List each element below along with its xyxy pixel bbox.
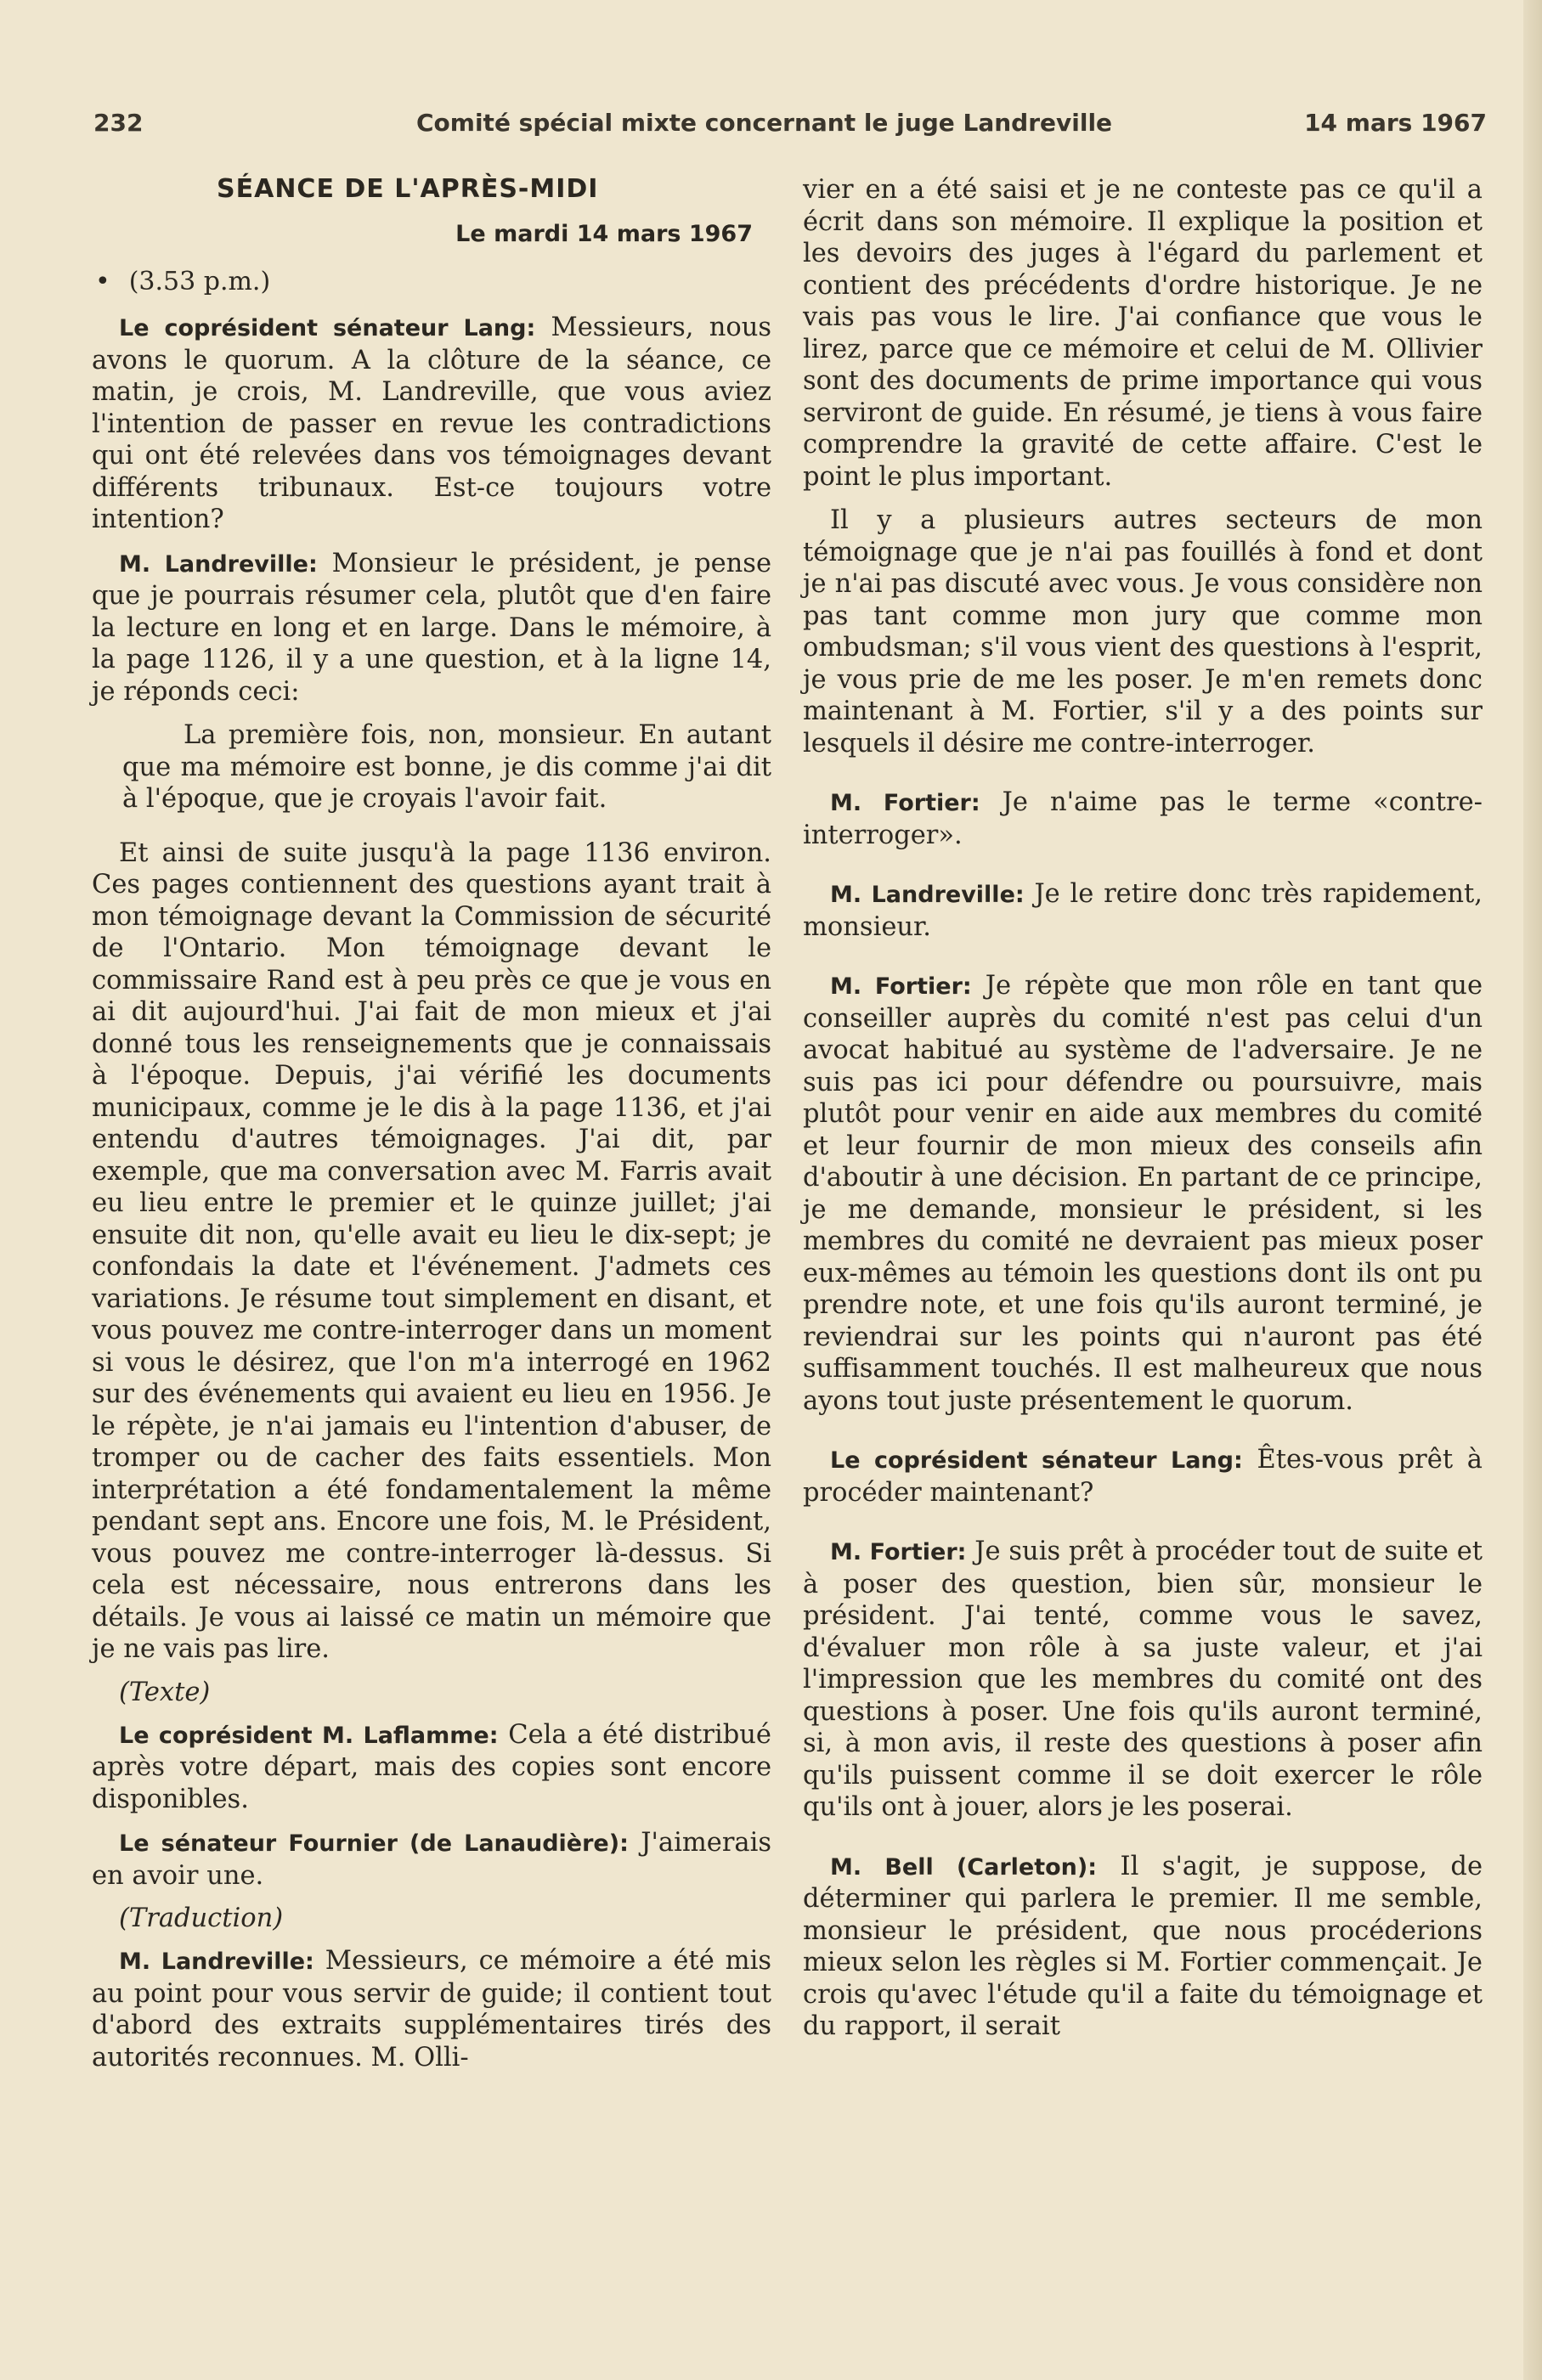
- paragraph: [803, 1536, 1483, 1824]
- section-label-traduction: (Traduction): [119, 1903, 284, 1933]
- paragraph-text: Monsieur le président, je pense que je pourrais résumer cela, plutôt que d'en faire la lecture en long et en large. Dans le mémoire, à la page 1126, il y a une question, et à la ligne 14, je réponds ceci:: [92, 548, 771, 707]
- paragraph: [803, 1444, 1483, 1509]
- speaker-name: Le coprésident sénateur Lang:: [830, 1447, 1243, 1474]
- paragraph-text: Messieurs, ce mémoire a été mis au point pour vous servir de guide; il contient tout d'abord des extraits supplémentaires tirés des autorités reconnues. M. Olli-: [92, 1946, 771, 2073]
- running-title: Comité spécial mixte concernant le juge Landreville: [416, 109, 1113, 137]
- page-edge: [1523, 0, 1542, 2380]
- session-date: Le mardi 14 mars 1967: [455, 221, 753, 247]
- session-title: SÉANCE DE L'APRÈS-MIDI: [217, 174, 599, 204]
- time-text: (3.53 p.m.): [128, 267, 271, 296]
- paragraph: [803, 970, 1483, 1417]
- paragraph-text: Cela a été distribué après votre départ, mais des copies sont encore disponibles.: [92, 1719, 771, 1814]
- block-quote: La première fois, non, monsieur. En autant que ma mémoire est bonne, je dis comme j'ai dit à l'époque, que je croyais l'avoir fait.: [122, 720, 771, 814]
- speaker-name: Le coprésident M. Laflamme:: [119, 1722, 499, 1749]
- speaker-name: M. Fortier:: [830, 790, 980, 816]
- page-number: 232: [93, 109, 144, 137]
- paragraph-text: Il s'agit, je suppose, de déterminer qui parlera le premier. Il me semble, monsieur le président, que nous procéderions mieux selon les règles si M. Fortier commençait. Je crois qu'avec l'étude qu'il a faite du témoignage et du rapport, il serait: [803, 1851, 1483, 2041]
- paragraph: vier en a été saisi et je ne conteste pas ce qu'il a écrit dans son mémoire. Il explique la position et les devoirs des juges à l'égard du parlement et contient des précédents d'ordre historique. Je ne vais pas vous le lire. J'ai confiance que vous le lirez, parce que ce mémoire et celui de M. Ollivier sont des documents de prime importance qui vous serviront de guide. En résumé, je tiens à vous faire comprendre la gravité de cette affaire. C'est le point le plus important.: [803, 175, 1483, 492]
- speaker-name: M. Fortier:: [830, 1539, 967, 1565]
- paragraph: [803, 787, 1483, 851]
- paragraph-text: J'aimerais en avoir une.: [92, 1828, 771, 1891]
- speaker-name: M. Bell (Carleton):: [830, 1853, 1098, 1881]
- paragraph-text: Êtes-vous prêt à procéder maintenant?: [803, 1445, 1483, 1508]
- paragraph: Et ainsi de suite jusqu'à la page 1136 environ. Ces pages contiennent des questions ayant trait à mon témoignage devant la Commission de sécurité de l'Ontario. Mon témoignage devant le commissaire Rand est à peu près ce que je vous en ai dit aujourd'hui. J'ai fait de mon mieux et j'ai donné tous les renseignements que je connaissais à l'époque. Depuis, j'ai vérifié les documents municipaux, comme je le dis à la page 1136, et j'ai entendu d'autres témoignages. J'ai dit, par exemple, que ma conversation avec M. Farris avait eu lieu entre le premier et le quinze juillet; j'ai ensuite dit non, qu'elle avait eu lieu le dix-sept; je confondais la date et l'événement. J'admets ces variations. Je résume tout simplement en disant, et vous pouvez me contre-interroger dans un moment si vous le désirez, que l'on m'a interrogé en 1962 sur des événements qui avaient eu lieu en 1956. Je le répète, je n'ai jamais eu l'intention d'abuser, de tromper ou de cacher des faits essentiels. Mon interprétation a été fondamentalement la même pendant sept ans. Encore une fois, M. le Président, vous pouvez me contre-interroger là-dessus. Si cela est nécessaire, nous entrerons dans les détails. Je vous ai laissé ce matin un mémoire que je ne vais pas lire.: [92, 838, 771, 1664]
- paragraph-text: Je suis prêt à procéder tout de suite et à poser des question, bien sûr, monsieur le président. J'ai tenté, comme vous le savez, d'évaluer mon rôle à sa juste valeur, et j'ai l'impression que les membres du comité ont des questions à poser. Une fois qu'ils auront terminé, si, à mon avis, il reste des questions à poser afin qu'ils puissent comme il se doit exercer le rôle qu'ils ont à jouer, alors je les poserai.: [803, 1537, 1483, 1822]
- paragraph: [92, 1945, 771, 2073]
- speaker-name: M. Landreville:: [119, 550, 318, 578]
- paragraph: [92, 1719, 771, 1816]
- speaker-name: M. Fortier:: [830, 973, 972, 1000]
- paragraph: [803, 878, 1483, 943]
- paragraph-text: Je le retire donc très rapidement, monsieur.: [803, 879, 1483, 942]
- paragraph: [803, 1851, 1483, 2043]
- paragraph: [92, 312, 771, 536]
- speaker-name: Le sénateur Fournier (de Lanaudière):: [119, 1830, 629, 1857]
- paragraph: [92, 1827, 771, 1892]
- time-stamp: [92, 266, 771, 298]
- paragraph-text: Je n'aime pas le terme «contre-interroger».: [803, 787, 1483, 850]
- header-date: 14 mars 1967: [1304, 109, 1487, 137]
- section-label-texte: (Texte): [119, 1677, 211, 1707]
- left-column: [92, 174, 771, 2085]
- speaker-name: Le coprésident sénateur Lang:: [119, 315, 536, 341]
- speaker-name: M. Landreville:: [830, 882, 1025, 908]
- paragraph: Il y a plusieurs autres secteurs de mon témoignage que je n'ai pas fouillés à fond et dont je n'ai pas discuté avec vous. Je vous considère non pas tant comme mon jury que comme mon ombudsman; s'il vous vient des questions à l'esprit, je vous prie de me les poser. Je m'en remets donc maintenant à M. Fortier, s'il y a des points sur lesquels il désire me contre-interroger.: [803, 505, 1483, 759]
- paragraph-text: Messieurs, nous avons le quorum. A la clôture de la séance, ce matin, je crois, M. Landreville, que vous aviez l'intention de passer en revue les contradictions qui ont été relevées dans vos témoignages devant différents tribunaux. Est-ce toujours votre intention?: [92, 313, 771, 534]
- speaker-name: M. Landreville:: [119, 1949, 314, 1975]
- paragraph-text: Je répète que mon rôle en tant que conseiller auprès du comité n'est pas celui d'un avocat habitué au système de l'adversaire. Je ne suis pas ici pour défendre ou poursuivre, mais plutôt pour venir en aide aux membres du comité et leur fournir de mon mieux des conseils afin d'aboutir à une décision. En partant de ce principe, je me demande, monsieur le président, si les membres du comité ne devraient pas mieux poser eux-mêmes au témoin les questions dont ils ont pu prendre note, et une fois qu'ils auront terminé, je reviendrai sur les points qui n'auront pas été suffisamment touchés. Il est malheureux que nous ayons tout juste présentement le quorum.: [803, 971, 1483, 1416]
- right-column: [803, 174, 1483, 2055]
- bullet-icon: •: [95, 267, 110, 296]
- paragraph: [92, 548, 771, 708]
- running-header: [93, 109, 1487, 148]
